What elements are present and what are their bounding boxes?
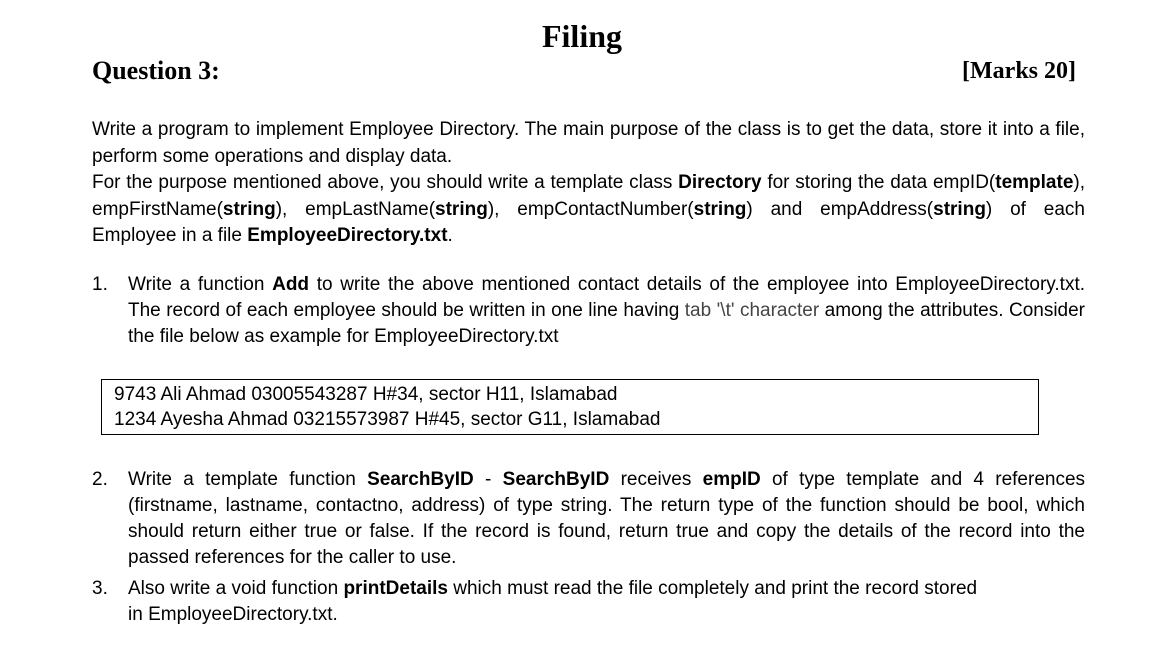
list-item-add: 1. Write a function Add to write the above mentioned contact details of the employee into EmployeeDirectory.txt. The record of each employee should be written in one line having tab '\t' character among the attributes. Consider the file below as example for EmployeeDirectory.txt [92,274,1086,347]
example-line-2: 1234 Ayesha Ahmad 03215573987 H#45, sector G11, Islamabad [114,409,661,430]
example-file-box [101,379,1039,435]
list-number: 2. [92,469,108,490]
task-list-1 [92,272,1085,350]
page-title: Filing [541,18,622,54]
list-item-print: 3. Also write a void function printDetails which must read the file completely and print the record stored in EmployeeDirectory.txt. [92,578,978,625]
list-number: 3. [92,578,108,599]
marks-label: [Marks 20] [962,58,1076,84]
list-number: 1. [92,274,108,295]
list-item-search: 2. Write a template function SearchByID - SearchByID receives empID of type template and 4 references (firstname, lastname, contactno, address) of type string. The return type of the function should be bool, which should return either true or false. If the record is found, return true and copy the details of the record into the passed references for the caller to use. [92,469,1086,568]
example-line-1: 9743 Ali Ahmad 03005543287 H#34, sector H11, Islamabad [114,384,618,405]
question-heading: Question 3: [92,56,220,85]
intro-paragraph-1: Write a program to implement Employee Directory. The main purpose of the class is to get the data, store it into a file, perform some operations and display data. [92,119,1085,167]
task-list-2 [92,467,1085,628]
intro-paragraph-2: For the purpose mentioned above, you should write a template class Directory for storing the data empID(template), empFirstName(string), empLastName(string), empContactNumber(string) and empAddress(string) of each Employee in a file EmployeeDirectory.txt. [92,172,1085,246]
